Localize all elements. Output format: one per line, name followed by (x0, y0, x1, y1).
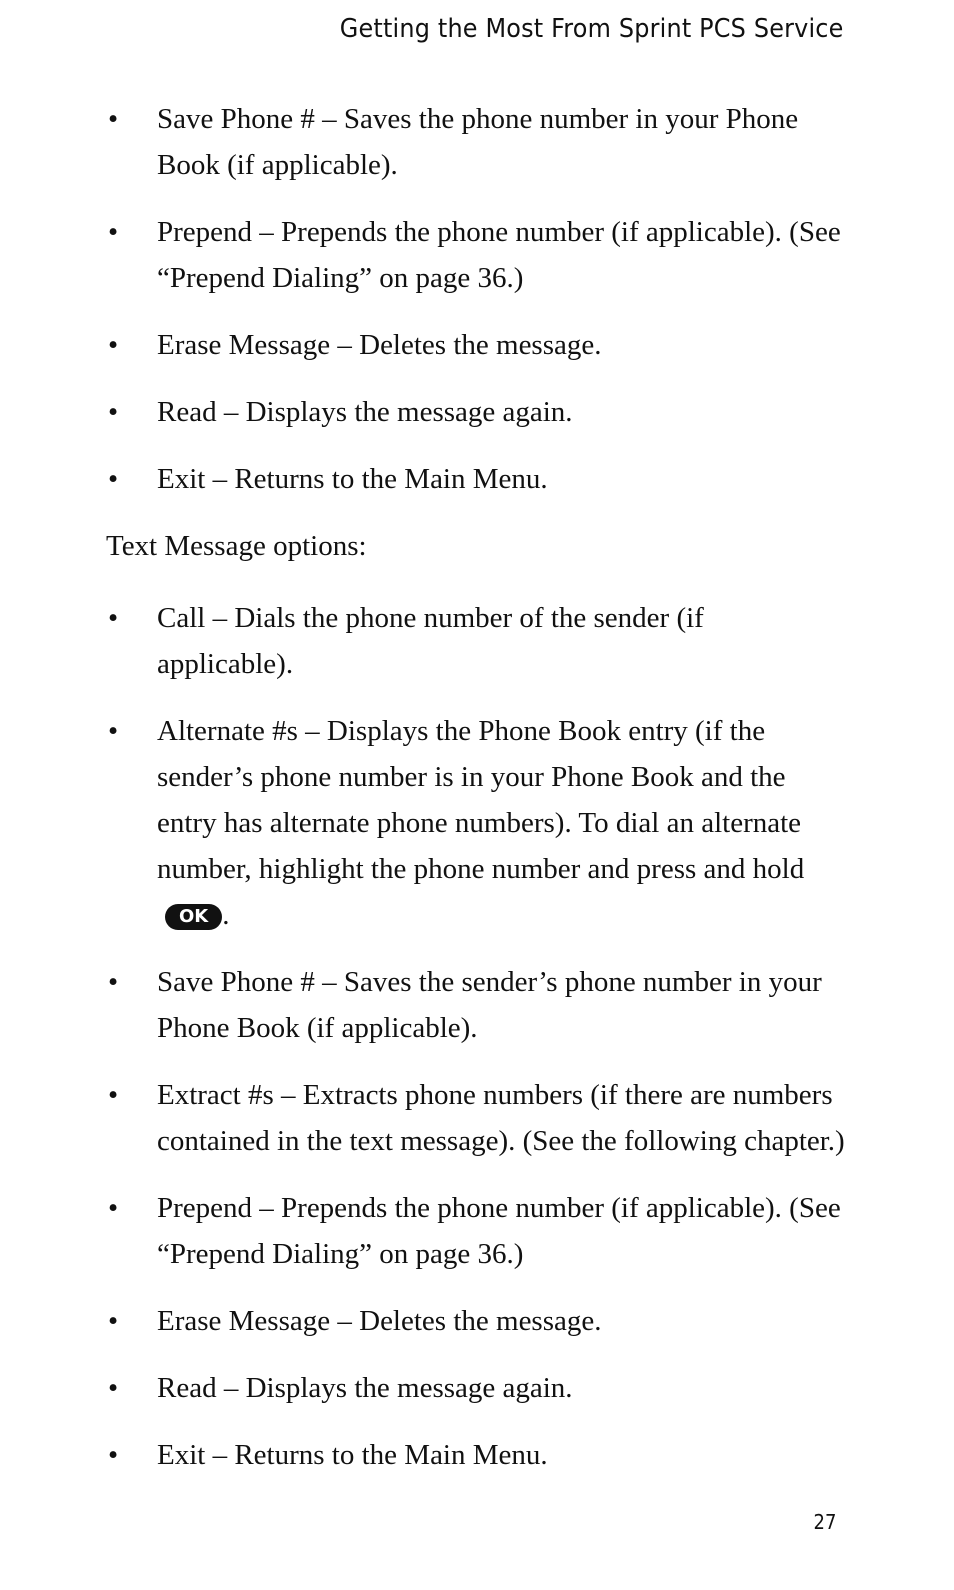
bullet-icon: • (108, 715, 119, 747)
list-item-text: Save Phone # – Saves the sender’s phone number in your Phone Book (if applicable). (157, 966, 822, 1044)
bullet-icon: • (108, 1079, 119, 1111)
list-item-text: Erase Message – Deletes the message. (157, 329, 602, 361)
list-item-text: Exit – Returns to the Main Menu. (157, 1439, 548, 1471)
page-number: 27 (813, 1510, 836, 1534)
list-item-text: Erase Message – Deletes the message. (157, 1305, 602, 1337)
list-item (106, 1185, 846, 1277)
bullet-icon: • (108, 602, 119, 634)
bullet-icon: • (108, 463, 119, 495)
bullet-icon: • (108, 1439, 119, 1471)
text-message-options-heading: Text Message options: (106, 530, 367, 562)
list-item (106, 959, 846, 1051)
list-item (106, 96, 846, 188)
list-item-text: Exit – Returns to the Main Menu. (157, 463, 548, 495)
list-item (106, 595, 846, 687)
bullet-icon: • (108, 1305, 119, 1337)
list-item (106, 456, 846, 502)
bullet-icon: • (108, 396, 119, 428)
list-item-text: Call – Dials the phone number of the sender (if applicable). (157, 602, 704, 680)
bullet-icon: • (108, 1192, 119, 1224)
running-header: Getting the Most From Sprint PCS Service (340, 14, 844, 44)
page-content (106, 96, 846, 1499)
list-item (106, 1432, 846, 1478)
bullet-icon: • (108, 216, 119, 248)
list-item (106, 1365, 846, 1411)
list-item-text: Prepend – Prepends the phone number (if applicable). (See “Prepend Dialing” on page 36.) (157, 216, 841, 294)
bullet-icon: • (108, 1372, 119, 1404)
list-item-text: Prepend – Prepends the phone number (if applicable). (See “Prepend Dialing” on page 36.) (157, 1192, 841, 1270)
list-item (106, 708, 846, 938)
list-item (106, 322, 846, 368)
list-item-text: Extract #s – Extracts phone numbers (if there are numbers contained in the text message). (See the following chapter.) (157, 1079, 845, 1157)
list-item-text: Save Phone # – Saves the phone number in your Phone Book (if applicable). (157, 103, 799, 181)
list-item (106, 1298, 846, 1344)
bullet-icon: • (108, 103, 119, 135)
message-options-list (106, 96, 846, 502)
list-item-text: Read – Displays the message again. (157, 396, 573, 428)
ok-key-icon: OK (165, 904, 222, 930)
list-item-suffix: . (222, 899, 230, 931)
bullet-icon: • (108, 329, 119, 361)
list-item (106, 209, 846, 301)
list-item-text: Read – Displays the message again. (157, 1372, 573, 1404)
list-item-text: Alternate #s – Displays the Phone Book entry (if the sender’s phone number is in your Phone Book and the entry has alternate phone numbers). To dial an alternate number, highlight the phone number and press and hold (157, 715, 805, 885)
list-item (106, 389, 846, 435)
text-message-options-list (106, 595, 846, 1478)
list-item (106, 1072, 846, 1164)
bullet-icon: • (108, 966, 119, 998)
